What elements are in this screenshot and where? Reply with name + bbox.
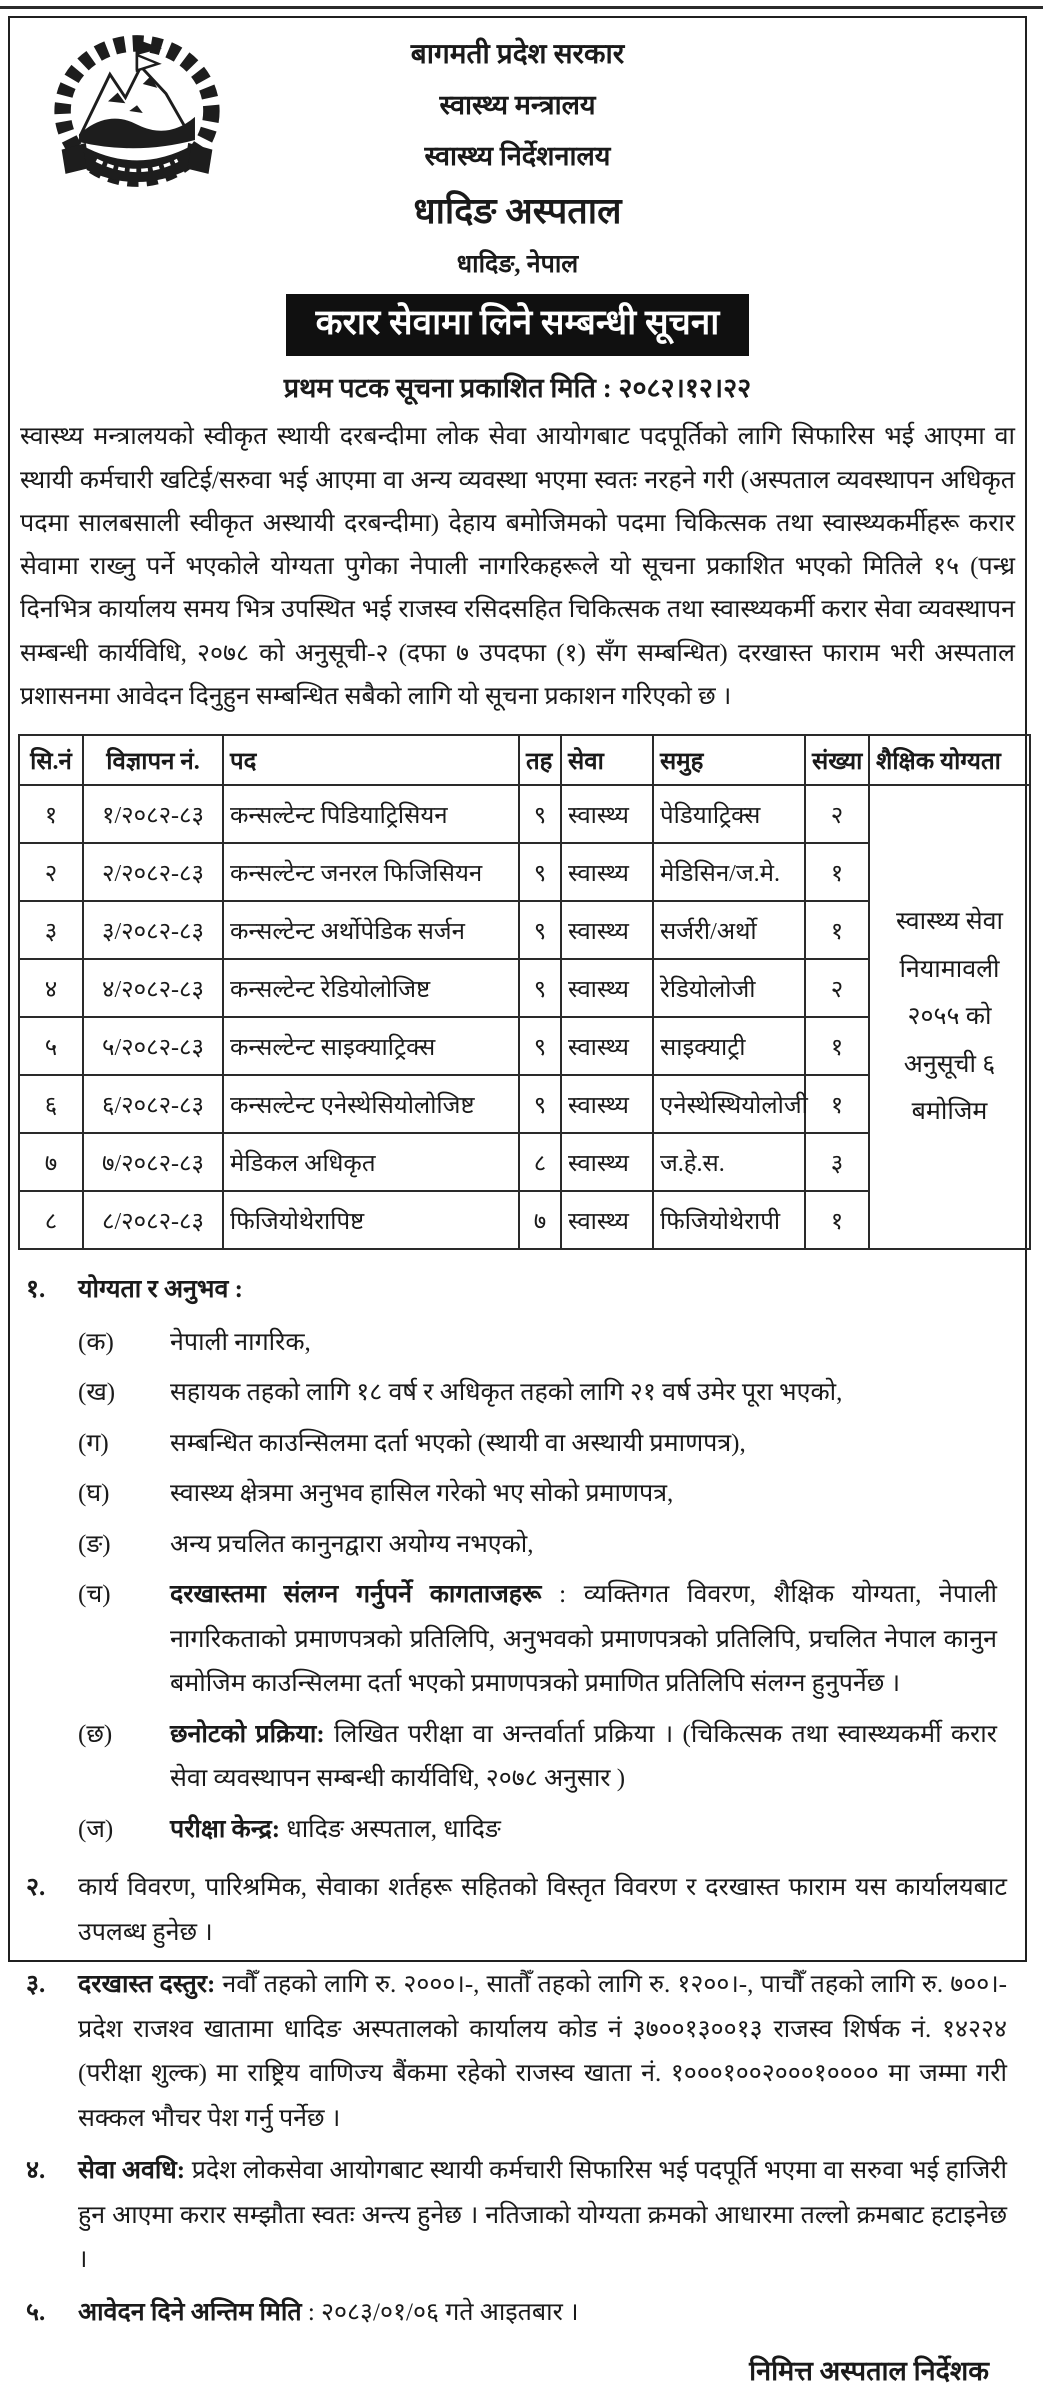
section-bold-text: दरखास्त दस्तुर: <box>78 1971 216 1998</box>
item-text <box>170 1808 1007 1853</box>
cell-level: ८ <box>519 1133 561 1191</box>
cell-level: ७ <box>519 1191 561 1249</box>
section-number: ३. <box>26 1971 46 1998</box>
cell-service: स्वास्थ्य <box>561 1075 653 1133</box>
notice-body-paragraph: स्वास्थ्य मन्त्रालयको स्वीकृत स्थायी दरबन्दीमा लोक सेवा आयोगबाट पदपूर्तिको लागि सिफारिस भई आएमा वा स्थायी कर्मचारी खटिई/सरुवा भई आएमा वा अन्य व्यवस्था भएमा स्वतः नरहने गरी (अस्पताल व्यवस्थापन अधिकृत पदमा सालबसाली स्वीकृत अस्थायी दरबन्दीमा) देहाय बमोजिमको पदमा चिकित्सक तथा स्वास्थ्यकर्मीहरू करार सेवामा राख्नु पर्ने भएकोले योग्यता पुगेका नेपाली नागरिकहरूले यो सूचना प्रकाशित भएको मितिले १५ (पन्ध्र दिनभित्र कार्यालय समय भित्र उपस्थित भई राजस्व रसिदसहित चिकित्सक तथा स्वास्थ्यकर्मी करार सेवा व्यवस्थापन सम्बन्धी कार्यविधि, २०७८ को अनुसूची-२ (दफा ७ उपदफा (१) सँग सम्बन्धित) दरखास्त फाराम भरी अस्पताल प्रशासनमा आवेदन दिनुहुन सम्बन्धित सबैको लागि यो सूचना प्रकाशन गरिएको छ । <box>20 423 1015 710</box>
cell-sn: ५ <box>19 1017 83 1075</box>
letterhead-directorate-line: स्वास्थ्य निर्देशनालय <box>424 141 611 171</box>
item-text <box>170 1472 1007 1517</box>
section-text <box>78 2291 1017 2336</box>
cell-group: रेडियोलोजी <box>653 959 805 1017</box>
col-header-service: सेवा <box>561 735 653 785</box>
qualification-note-cell: स्वास्थ्य सेवा नियामावली २०५५ को अनुसूची ६ बमोजिम <box>869 785 1030 1249</box>
section-text <box>78 1866 1017 1955</box>
cell-post: कन्सल्टेन्ट एनेस्थेसियोलोजिष्ट <box>223 1075 519 1133</box>
page-top-rule <box>0 6 1043 9</box>
cell-group: फिजियोथेरापी <box>653 1191 805 1249</box>
item-plain-text: : व्यक्तिगत विवरण, शैक्षिक योग्यता, नेपाली नागरिकताको प्रमाणपत्रको प्रतिलिपि, अनुभवको प्रमाणपत्रको प्रतिलिपि, प्रचलित नेपाल कानुन बमोजिम काउन्सिलमा दर्ता भएको प्रमाणपत्रको प्रमाणित प्रतिलिपि संलग्न हुनुपर्नेछ । <box>170 1581 998 1697</box>
item-text <box>170 1422 1007 1467</box>
section-application-fee <box>18 1963 1017 2141</box>
cell-level: ९ <box>519 901 561 959</box>
cell-ad-no: ७/२०८२-८३ <box>83 1133 223 1191</box>
cell-ad-no: २/२०८२-८३ <box>83 843 223 901</box>
notice-document <box>8 16 1027 2386</box>
item-plain-text: सहायक तहको लागि १८ वर्ष र अधिकृत तहको लागि २१ वर्ष उमेर पूरा भएको, <box>170 1379 843 1406</box>
letterhead-location-line: धादिङ, नेपाल <box>456 251 579 278</box>
item-plain-text: नेपाली नागरिक, <box>170 1328 311 1356</box>
cell-level: ९ <box>519 843 561 901</box>
col-header-group: समुह <box>653 735 805 785</box>
cell-service: स्वास्थ्य <box>561 1191 653 1249</box>
published-date-line: प्रथम पटक सूचना प्रकाशित मिति : २०८२।१२।२२ <box>283 373 752 404</box>
notice-title-banner: करार सेवामा लिने सम्बन्धी सूचना <box>286 294 750 356</box>
qualification-subitems <box>78 1321 1007 1853</box>
cell-sn: ६ <box>19 1075 83 1133</box>
list-item <box>78 1422 1007 1467</box>
list-item <box>78 1713 1007 1802</box>
col-header-post: पद <box>223 735 519 785</box>
item-label: (ज) <box>78 1815 114 1843</box>
cell-service: स्वास्थ्य <box>561 843 653 901</box>
letterhead-ministry-line: स्वास्थ्य मन्त्रालय <box>439 90 596 120</box>
item-plain-text: धादिङ अस्पताल, धादिङ <box>280 1815 501 1843</box>
item-plain-text: सम्बन्धित काउन्सिलमा दर्ता भएको (स्थायी वा अस्थायी प्रमाणपत्र), <box>170 1429 746 1457</box>
cell-ad-no: ८/२०८२-८३ <box>83 1191 223 1249</box>
item-text <box>170 1713 1007 1802</box>
cell-level: ९ <box>519 1075 561 1133</box>
cell-count: २ <box>805 785 869 843</box>
col-header-sn: सि.नं <box>19 735 83 785</box>
list-item <box>78 1808 1007 1853</box>
item-text <box>170 1321 1007 1366</box>
letterhead-hospital-name: धादिङ अस्पताल <box>413 191 622 231</box>
cell-group: पेडियाट्रिक्स <box>653 785 805 843</box>
col-header-qualification: शैक्षिक योग्यता <box>869 735 1030 785</box>
item-bold-text: परीक्षा केन्द्र: <box>170 1815 281 1843</box>
cell-service: स्वास्थ्य <box>561 901 653 959</box>
section-service-period <box>18 2149 1017 2283</box>
cell-count: १ <box>805 901 869 959</box>
item-plain-text: अन्य प्रचलित कानुनद्वारा अयोग्य नभएको, <box>170 1530 534 1558</box>
cell-service: स्वास्थ्य <box>561 785 653 843</box>
cell-post: कन्सल्टेन्ट पिडियाट्रिसियन <box>223 785 519 843</box>
section-bold-text: सेवा अवधि: <box>78 2157 186 2184</box>
item-label: (च) <box>78 1581 111 1608</box>
list-item <box>78 1371 1007 1416</box>
section-title: योग्यता र अनुभव : <box>78 1276 243 1303</box>
col-header-level: तह <box>519 735 561 785</box>
cell-post: मेडिकल अधिकृत <box>223 1133 519 1191</box>
cell-group: सर्जरी/अर्थो <box>653 901 805 959</box>
item-label: (ख) <box>78 1379 116 1406</box>
cell-ad-no: १/२०८२-८३ <box>83 785 223 843</box>
cell-service: स्वास्थ्य <box>561 1133 653 1191</box>
list-item <box>78 1573 1007 1707</box>
item-label: (छ) <box>78 1720 113 1748</box>
section-text <box>78 2149 1017 2283</box>
cell-count: ३ <box>805 1133 869 1191</box>
cell-level: ९ <box>519 785 561 843</box>
item-text <box>170 1573 1007 1707</box>
cell-ad-no: ४/२०८२-८३ <box>83 959 223 1017</box>
section-plain-text: प्रदेश लोकसेवा आयोगबाट स्थायी कर्मचारी सिफारिस भई पदपूर्ति भएमा वा सरुवा भई हाजिरी हुन आएमा करार सम्झौता स्वतः अन्त्य हुनेछ । नतिजाको योग्यता क्रमको आधारमा तल्लो क्रमबाट हटाइनेछ । <box>78 2157 1008 2273</box>
item-plain-text: लिखित परीक्षा वा अन्तर्वार्ता प्रक्रिया । (चिकित्सक तथा स्वास्थ्यकर्मी करार सेवा व्यवस्थापन सम्बन्धी कार्यविधि, २०७८ अनुसार ) <box>170 1720 997 1792</box>
cell-sn: ४ <box>19 959 83 1017</box>
cell-sn: १ <box>19 785 83 843</box>
letterhead-government-line: बागमती प्रदेश सरकार <box>410 39 625 70</box>
cell-group: ज.हे.स. <box>653 1133 805 1191</box>
section-number: १. <box>26 1276 46 1303</box>
list-item <box>78 1321 1007 1366</box>
section-job-details <box>18 1866 1017 1955</box>
col-header-count: संख्या <box>805 735 869 785</box>
section-number: ४. <box>26 2157 46 2184</box>
section-number: २. <box>26 1874 46 1901</box>
section-bold-text: आवेदन दिने अन्तिम मिति <box>78 2298 302 2326</box>
section-plain-text: : २०८३/०१/०६ गते आइतबार । <box>301 2298 579 2326</box>
item-bold-text: दरखास्तमा संलग्न गर्नुपर्ने कागताजहरू <box>170 1581 542 1608</box>
cell-group: मेडिसिन/ज.मे. <box>653 843 805 901</box>
item-bold-text: छनोटको प्रक्रिया: <box>170 1720 325 1748</box>
col-header-ad-no: विज्ञापन नं. <box>83 735 223 785</box>
cell-post: कन्सल्टेन्ट अर्थोपेडिक सर्जन <box>223 901 519 959</box>
cell-service: स्वास्थ्य <box>561 1017 653 1075</box>
section-qualification-experience <box>18 1268 1017 1858</box>
signature-line: निमित्त अस्पताल निर्देशक <box>749 2356 989 2386</box>
cell-level: ९ <box>519 959 561 1017</box>
cell-count: १ <box>805 1017 869 1075</box>
item-plain-text: स्वास्थ्य क्षेत्रमा अनुभव हासिल गरेको भए सोको प्रमाणपत्र, <box>170 1480 674 1507</box>
item-label: (ङ) <box>78 1530 111 1558</box>
cell-count: १ <box>805 1075 869 1133</box>
item-label: (घ) <box>78 1480 110 1507</box>
vacancy-table-header-row <box>19 735 1030 785</box>
nepal-government-emblem-icon <box>40 26 234 198</box>
cell-post: कन्सल्टेन्ट जनरल फिजिसियन <box>223 843 519 901</box>
cell-count: १ <box>805 1191 869 1249</box>
item-label: (ग) <box>78 1429 109 1457</box>
cell-ad-no: ६/२०८२-८३ <box>83 1075 223 1133</box>
section-plain-text: नवौँ तहको लागि रु. २०००।-, सातौँ तहको लागि रु. १२००।-, पाचौँ तहको लागि रु. ७००।- प्रदेश राजश्व खातामा धादिङ अस्पतालको कार्यालय कोड नं ३७००१३००१३ राजस्व शिर्षक नं. १४२२४ (परीक्षा शुल्क) मा राष्ट्रिय वाणिज्य बैंकमा रहेको राजस्व खाता नं. १०००१००२०००१०००० मा जम्मा गरी सक्कल भौचर पेश गर्नु पर्नेछ । <box>78 1971 1008 2132</box>
vacancy-table <box>18 734 1031 1250</box>
cell-ad-no: ५/२०८२-८३ <box>83 1017 223 1075</box>
item-label: (क) <box>78 1328 114 1356</box>
cell-count: १ <box>805 843 869 901</box>
cell-group: साइक्याट्री <box>653 1017 805 1075</box>
cell-sn: ३ <box>19 901 83 959</box>
item-text <box>170 1523 1007 1568</box>
table-row <box>19 785 1030 843</box>
letterhead <box>18 26 1017 280</box>
cell-post: फिजियोथेरापिष्ट <box>223 1191 519 1249</box>
section-deadline <box>18 2291 1017 2336</box>
list-item <box>78 1523 1007 1568</box>
cell-service: स्वास्थ्य <box>561 959 653 1017</box>
cell-count: २ <box>805 959 869 1017</box>
section-plain-text: कार्य विवरण, पारिश्रमिक, सेवाका शर्तहरू सहितको विस्तृत विवरण र दरखास्त फाराम यस कार्यालयबाट उपलब्ध हुनेछ । <box>78 1874 1007 1946</box>
cell-level: ९ <box>519 1017 561 1075</box>
section-text <box>78 1963 1017 2141</box>
cell-sn: ७ <box>19 1133 83 1191</box>
terms-list <box>18 1268 1017 2335</box>
cell-sn: २ <box>19 843 83 901</box>
cell-post: कन्सल्टेन्ट साइक्याट्रिक्स <box>223 1017 519 1075</box>
item-text <box>170 1371 1007 1416</box>
list-item <box>78 1472 1007 1517</box>
cell-post: कन्सल्टेन्ट रेडियोलोजिष्ट <box>223 959 519 1017</box>
cell-ad-no: ३/२०८२-८३ <box>83 901 223 959</box>
cell-group: एनेस्थेस्थियोलोजी <box>653 1075 805 1133</box>
cell-sn: ८ <box>19 1191 83 1249</box>
section-number: ५. <box>26 2298 46 2326</box>
